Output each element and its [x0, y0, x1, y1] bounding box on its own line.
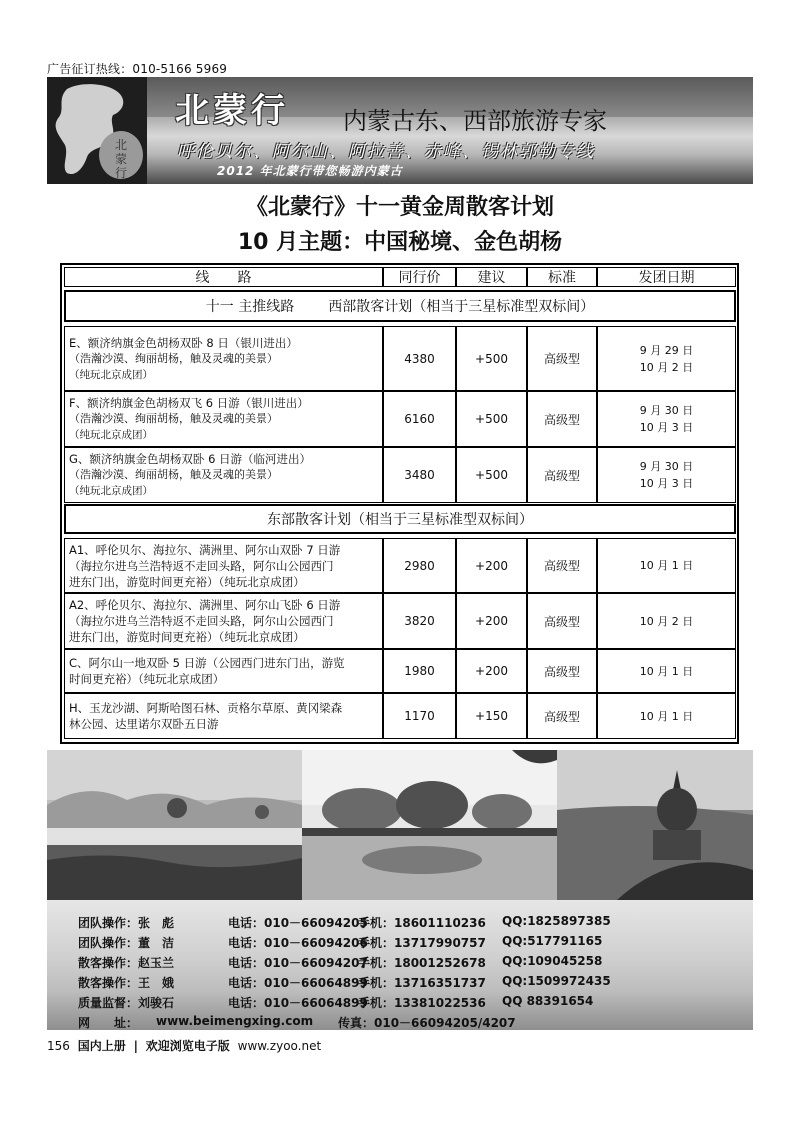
price-cell: 3820 [383, 593, 456, 649]
date-cell: 10 月 1 日 [597, 538, 736, 593]
table-row [64, 391, 736, 447]
standard-cell: 高级型 [527, 649, 597, 693]
standard-cell: 高级型 [527, 538, 597, 593]
section-west-title: 西部散客计划（相当于三星标准型双标间） [328, 299, 595, 315]
logo-emblem-icon [47, 77, 147, 184]
standard-cell: 高级型 [527, 391, 597, 447]
suggest-cell: +500 [456, 326, 527, 391]
standard-cell: 高级型 [527, 326, 597, 391]
svg-text:蒙: 蒙 [114, 152, 128, 166]
table-row [64, 649, 736, 693]
website-label: 网 址： [78, 1016, 139, 1030]
header-date: 发团日期 [597, 267, 736, 287]
section-west-header [64, 290, 736, 322]
stupa-photo [557, 750, 753, 900]
suggest-cell: +500 [456, 391, 527, 447]
route-description: F、额济纳旗金色胡杨双飞 6 日游（银川进出） （浩瀚沙漠、绚丽胡杨，触及灵魂的美景） （纯玩北京成团） [69, 396, 309, 441]
date-cell: 10 月 2 日 [597, 593, 736, 649]
header-route: 线 路 [64, 267, 383, 287]
price-cell: 2980 [383, 538, 456, 593]
svg-text:北: 北 [114, 138, 128, 152]
footer-section: 国内上册 [77, 1039, 126, 1053]
desert-lake-photo [47, 750, 302, 900]
date-cell: 9 月 30 日 10 月 3 日 [597, 447, 736, 503]
price-cell: 1170 [383, 693, 456, 739]
header-banner [47, 77, 753, 184]
date-cell: 10 月 1 日 [597, 649, 736, 693]
table-row [64, 326, 736, 391]
header-suggest: 建议 [456, 267, 527, 287]
table-row [64, 693, 736, 739]
price-cell: 1980 [383, 649, 456, 693]
ad-hotline: 广告征订热线：010-5166 5969 [47, 62, 228, 76]
route-description: A1、呼伦贝尔、海拉尔、满洲里、阿尔山双卧 7 日游 （海拉尔进乌兰浩特返不走回头路，阿尔山公园西门 进东门出，游览时间更充裕）（纯玩北京成团） [69, 542, 341, 589]
route-description: E、额济纳旗金色胡杨双卧 8 日（银川进出） （浩瀚沙漠、绚丽胡杨，触及灵魂的美景） （纯玩北京成团） [69, 335, 298, 381]
route-description: A2、呼伦贝尔、海拉尔、满洲里、阿尔山飞卧 6 日游 （海拉尔进乌兰浩特返不走回头路，阿尔山公园西门 进东门出，游览时间更充裕）（纯玩北京成团） [69, 598, 341, 644]
page-number: 156 [47, 1039, 70, 1053]
footer-divider: | [133, 1039, 138, 1053]
suggest-cell: +200 [456, 593, 527, 649]
table-row [64, 593, 736, 649]
date-cell: 10 月 1 日 [597, 693, 736, 739]
banner-slogan: 2012 年北蒙行带您畅游内蒙古 [217, 164, 403, 178]
fax-number: 传真：010－66094205/4207 [338, 1016, 516, 1030]
header-standard: 标准 [527, 267, 597, 287]
standard-cell: 高级型 [527, 593, 597, 649]
brand-tagline: 内蒙古东、西部旅游专家 [343, 107, 607, 135]
page-footer [47, 1037, 325, 1054]
contact-panel: 团队操作：张 彪 电话：010－66094205 手机：18601110236 QQ:1825897385 团队操作：董 洁 电话：010－66094206 手机：13717990757 QQ:517791165 散客操作：赵玉兰 电话：010－66094207 手机：18001252678 QQ:109045258 散客操作：王 娥 电话：010－66064899 手机：13716351737 QQ:1509972435 质量监督：刘骏石 电话：010－66064899 手机：13381022536 QQ 88391654 网 址： www.beimengxing.com 传真：010－66094205/4207 [47, 900, 753, 1030]
route-description: C、阿尔山一地双卧 5 日游（公园西门进东门出，游览 时间更充裕）（纯玩北京成团） [69, 656, 345, 686]
standard-cell: 高级型 [527, 693, 597, 739]
footer-ebook: 欢迎浏览电子版 [145, 1039, 230, 1053]
photo-strip [47, 750, 753, 900]
suggest-cell: +500 [456, 447, 527, 503]
footer-url[interactable]: www.zyoo.net [237, 1039, 322, 1053]
standard-cell: 高级型 [527, 447, 597, 503]
section-east-header [64, 504, 736, 534]
suggest-cell: +150 [456, 693, 527, 739]
banner-cities: 呼伦贝尔、阿尔山、阿拉善、赤峰、锡林郭勒专线 [177, 142, 595, 162]
brand-name: 北蒙行 [175, 91, 289, 131]
table-row [64, 538, 736, 593]
table-row [64, 447, 736, 503]
page-title: 《北蒙行》十一黄金周散客计划 [245, 195, 554, 220]
suggest-cell: +200 [456, 649, 527, 693]
brand-logo [47, 77, 147, 184]
svg-text:行: 行 [114, 166, 128, 180]
date-cell: 9 月 29 日 10 月 2 日 [597, 326, 736, 391]
route-description: H、玉龙沙湖、阿斯哈图石林、贡格尔草原、黄冈梁森 林公园、达里诺尔双卧五日游 [69, 701, 343, 731]
price-cell: 4380 [383, 326, 456, 391]
section-east-title: 东部散客计划（相当于三星标准型双标间） [267, 512, 533, 528]
website-link[interactable]: www.beimengxing.com [156, 1014, 314, 1028]
suggest-cell: +200 [456, 538, 527, 593]
price-cell: 6160 [383, 391, 456, 447]
route-description: G、额济纳旗金色胡杨双卧 6 日游（临河进出） （浩瀚沙漠、绚丽胡杨，触及灵魂的美景） （纯玩北京成团） [69, 452, 312, 497]
price-cell: 3480 [383, 447, 456, 503]
header-price: 同行价 [383, 267, 456, 287]
page-subtitle: 10 月主题：中国秘境、金色胡杨 [237, 230, 563, 255]
section-west-tag: 十一 主推线路 [205, 299, 295, 315]
date-cell: 9 月 30 日 10 月 3 日 [597, 391, 736, 447]
poplar-forest-photo [302, 750, 557, 900]
